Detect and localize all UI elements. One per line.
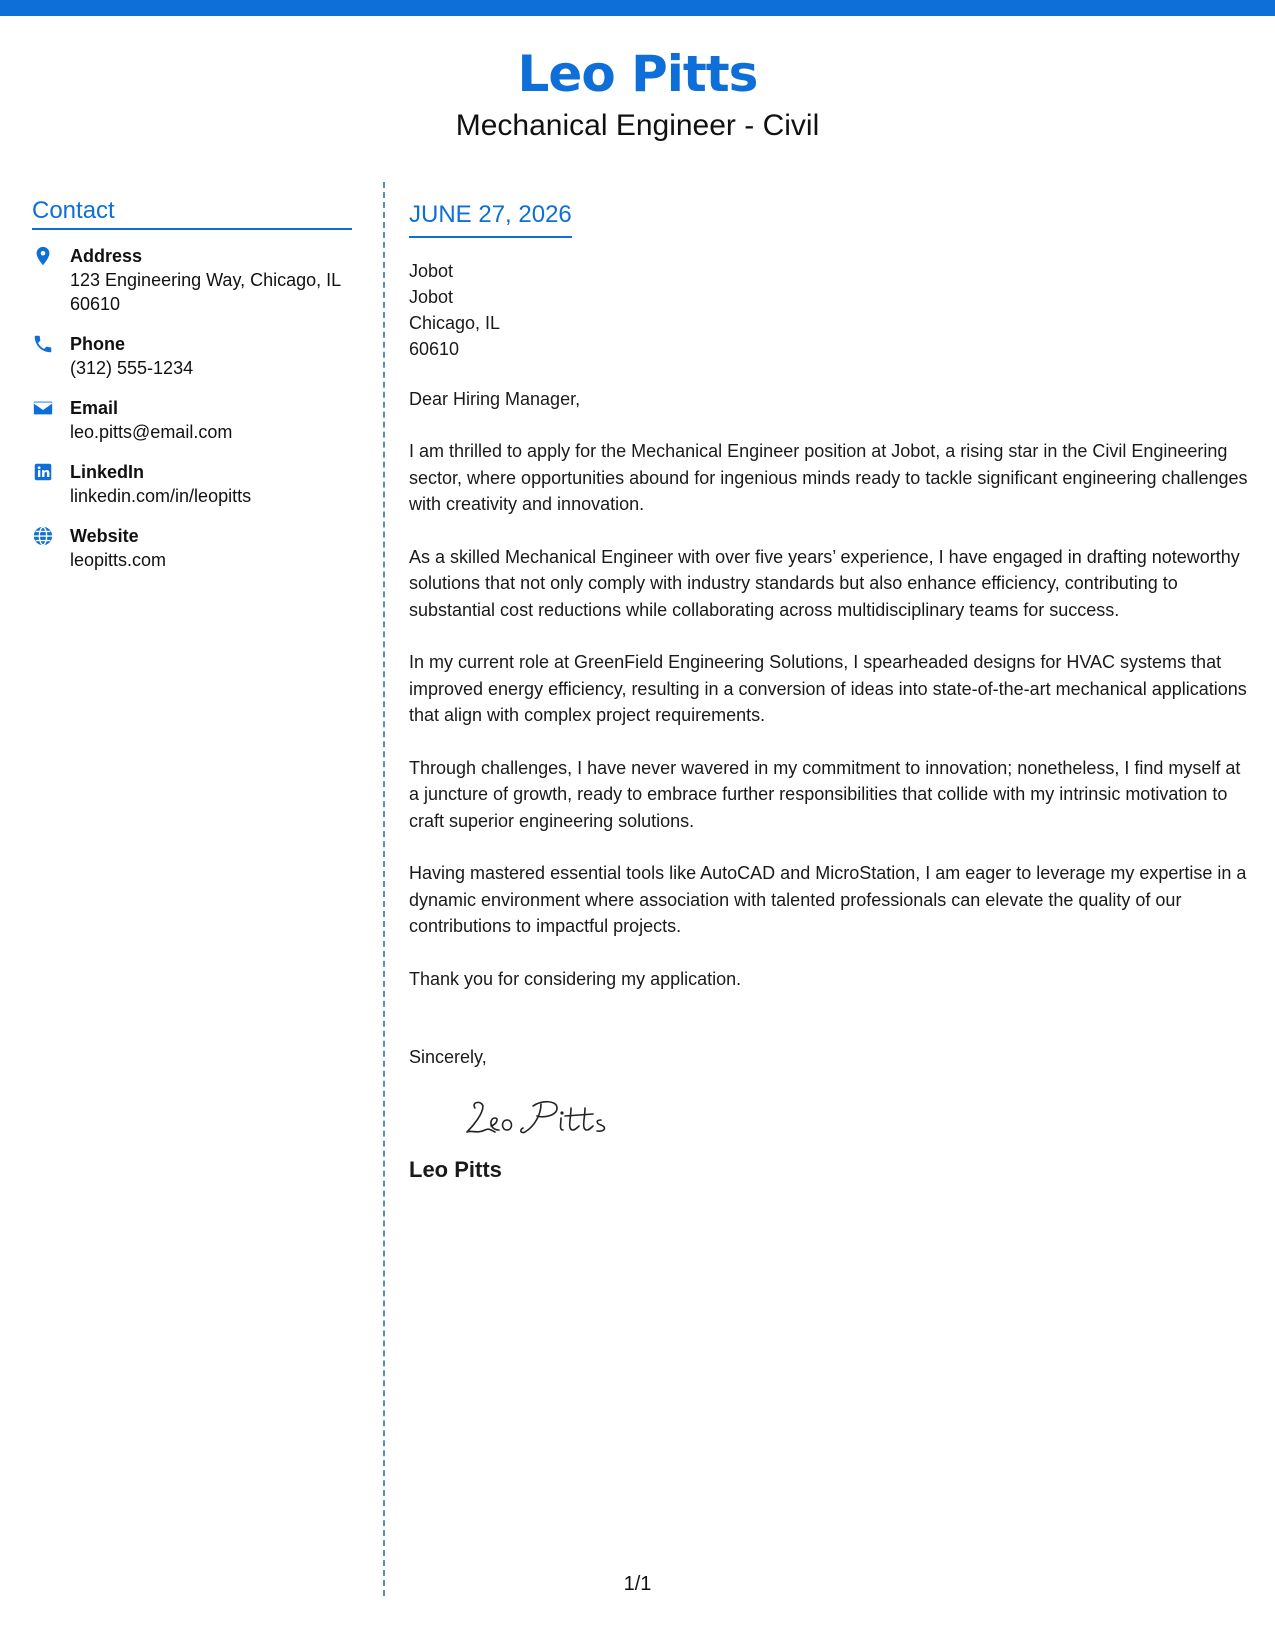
contact-sidebar <box>32 196 352 588</box>
recipient-line: 60610 <box>409 339 460 359</box>
address-value: 123 Engineering Way, Chicago, IL 60610 <box>70 270 341 314</box>
phone-label: Phone <box>70 334 126 354</box>
contact-item-address <box>32 244 352 316</box>
column-divider <box>383 182 385 1596</box>
recipient-line: Jobot <box>409 261 454 281</box>
contact-item-email <box>32 396 352 444</box>
website-value: leopitts.com <box>70 550 167 570</box>
map-pin-icon <box>32 245 54 267</box>
contact-item-linkedin <box>32 460 352 508</box>
recipient-line: Jobot <box>409 287 454 307</box>
address-label: Address <box>70 246 143 266</box>
phone-value: (312) 555-1234 <box>70 358 194 378</box>
paragraph: As a skilled Mechanical Engineer with over five years’ experience, I have engaged in drafting noteworthy solutions that not only comply with industry standards but also enhance efficiency, contributing to substantial cost reductions while collaborating across multidisciplinary teams for success. <box>409 546 1240 620</box>
job-title: Mechanical Engineer - Civil <box>455 109 820 142</box>
linkedin-value: linkedin.com/in/leopitts <box>70 486 252 506</box>
paragraph: I am thrilled to apply for the Mechanical Engineer position at Jobot, a rising star in the Civil Engineering sector, where opportunities abound for ingenious minds ready to tackle significant engineering challenges with creativity and innovation. <box>409 441 1248 514</box>
linkedin-label: LinkedIn <box>70 462 145 482</box>
recipient-block <box>409 258 1255 362</box>
paragraph: Having mastered essential tools like AutoCAD and MicroStation, I am eager to leverage my expertise in a dynamic environment where association with talented professionals can elevate the quality of our contributions to impactful projects. <box>409 863 1247 936</box>
page-number: 1/1 <box>623 1573 652 1595</box>
salutation: Dear Hiring Manager, <box>409 389 581 409</box>
phone-icon <box>32 333 54 355</box>
email-value: leo.pitts@email.com <box>70 422 233 442</box>
letter-body <box>409 200 1255 1184</box>
signer-name: Leo Pitts <box>409 1157 502 1182</box>
header <box>0 40 1275 144</box>
email-label: Email <box>70 398 119 418</box>
handwritten-signature <box>461 1096 621 1140</box>
envelope-icon <box>32 397 54 419</box>
paragraph: Through challenges, I have never wavered in my commitment to innovation; nonetheless, I find myself at a juncture of growth, ready to embrace further responsibilities that collide with my intrinsic motivation to craft superior engineering solutions. <box>409 757 1241 831</box>
recipient-line: Chicago, IL <box>409 313 501 333</box>
paragraph: In my current role at GreenField Engineering Solutions, I spearheaded designs for HVAC systems that improved energy efficiency, resulting in a conversion of ideas into state-of-the-art mechanical applications that align with complex project requirements. <box>409 652 1247 725</box>
paragraph: Thank you for considering my application. <box>409 968 742 989</box>
contact-heading: Contact <box>32 196 352 230</box>
closing: Sincerely, <box>409 1047 487 1067</box>
applicant-name: Leo Pitts <box>517 45 758 103</box>
website-label: Website <box>70 526 139 546</box>
contact-item-phone <box>32 332 352 380</box>
contact-item-website <box>32 524 352 572</box>
globe-icon <box>32 525 54 547</box>
linkedin-icon <box>32 461 54 483</box>
top-accent-bar <box>0 0 1275 16</box>
letter-date: JUNE 27, 2026 <box>409 200 572 238</box>
